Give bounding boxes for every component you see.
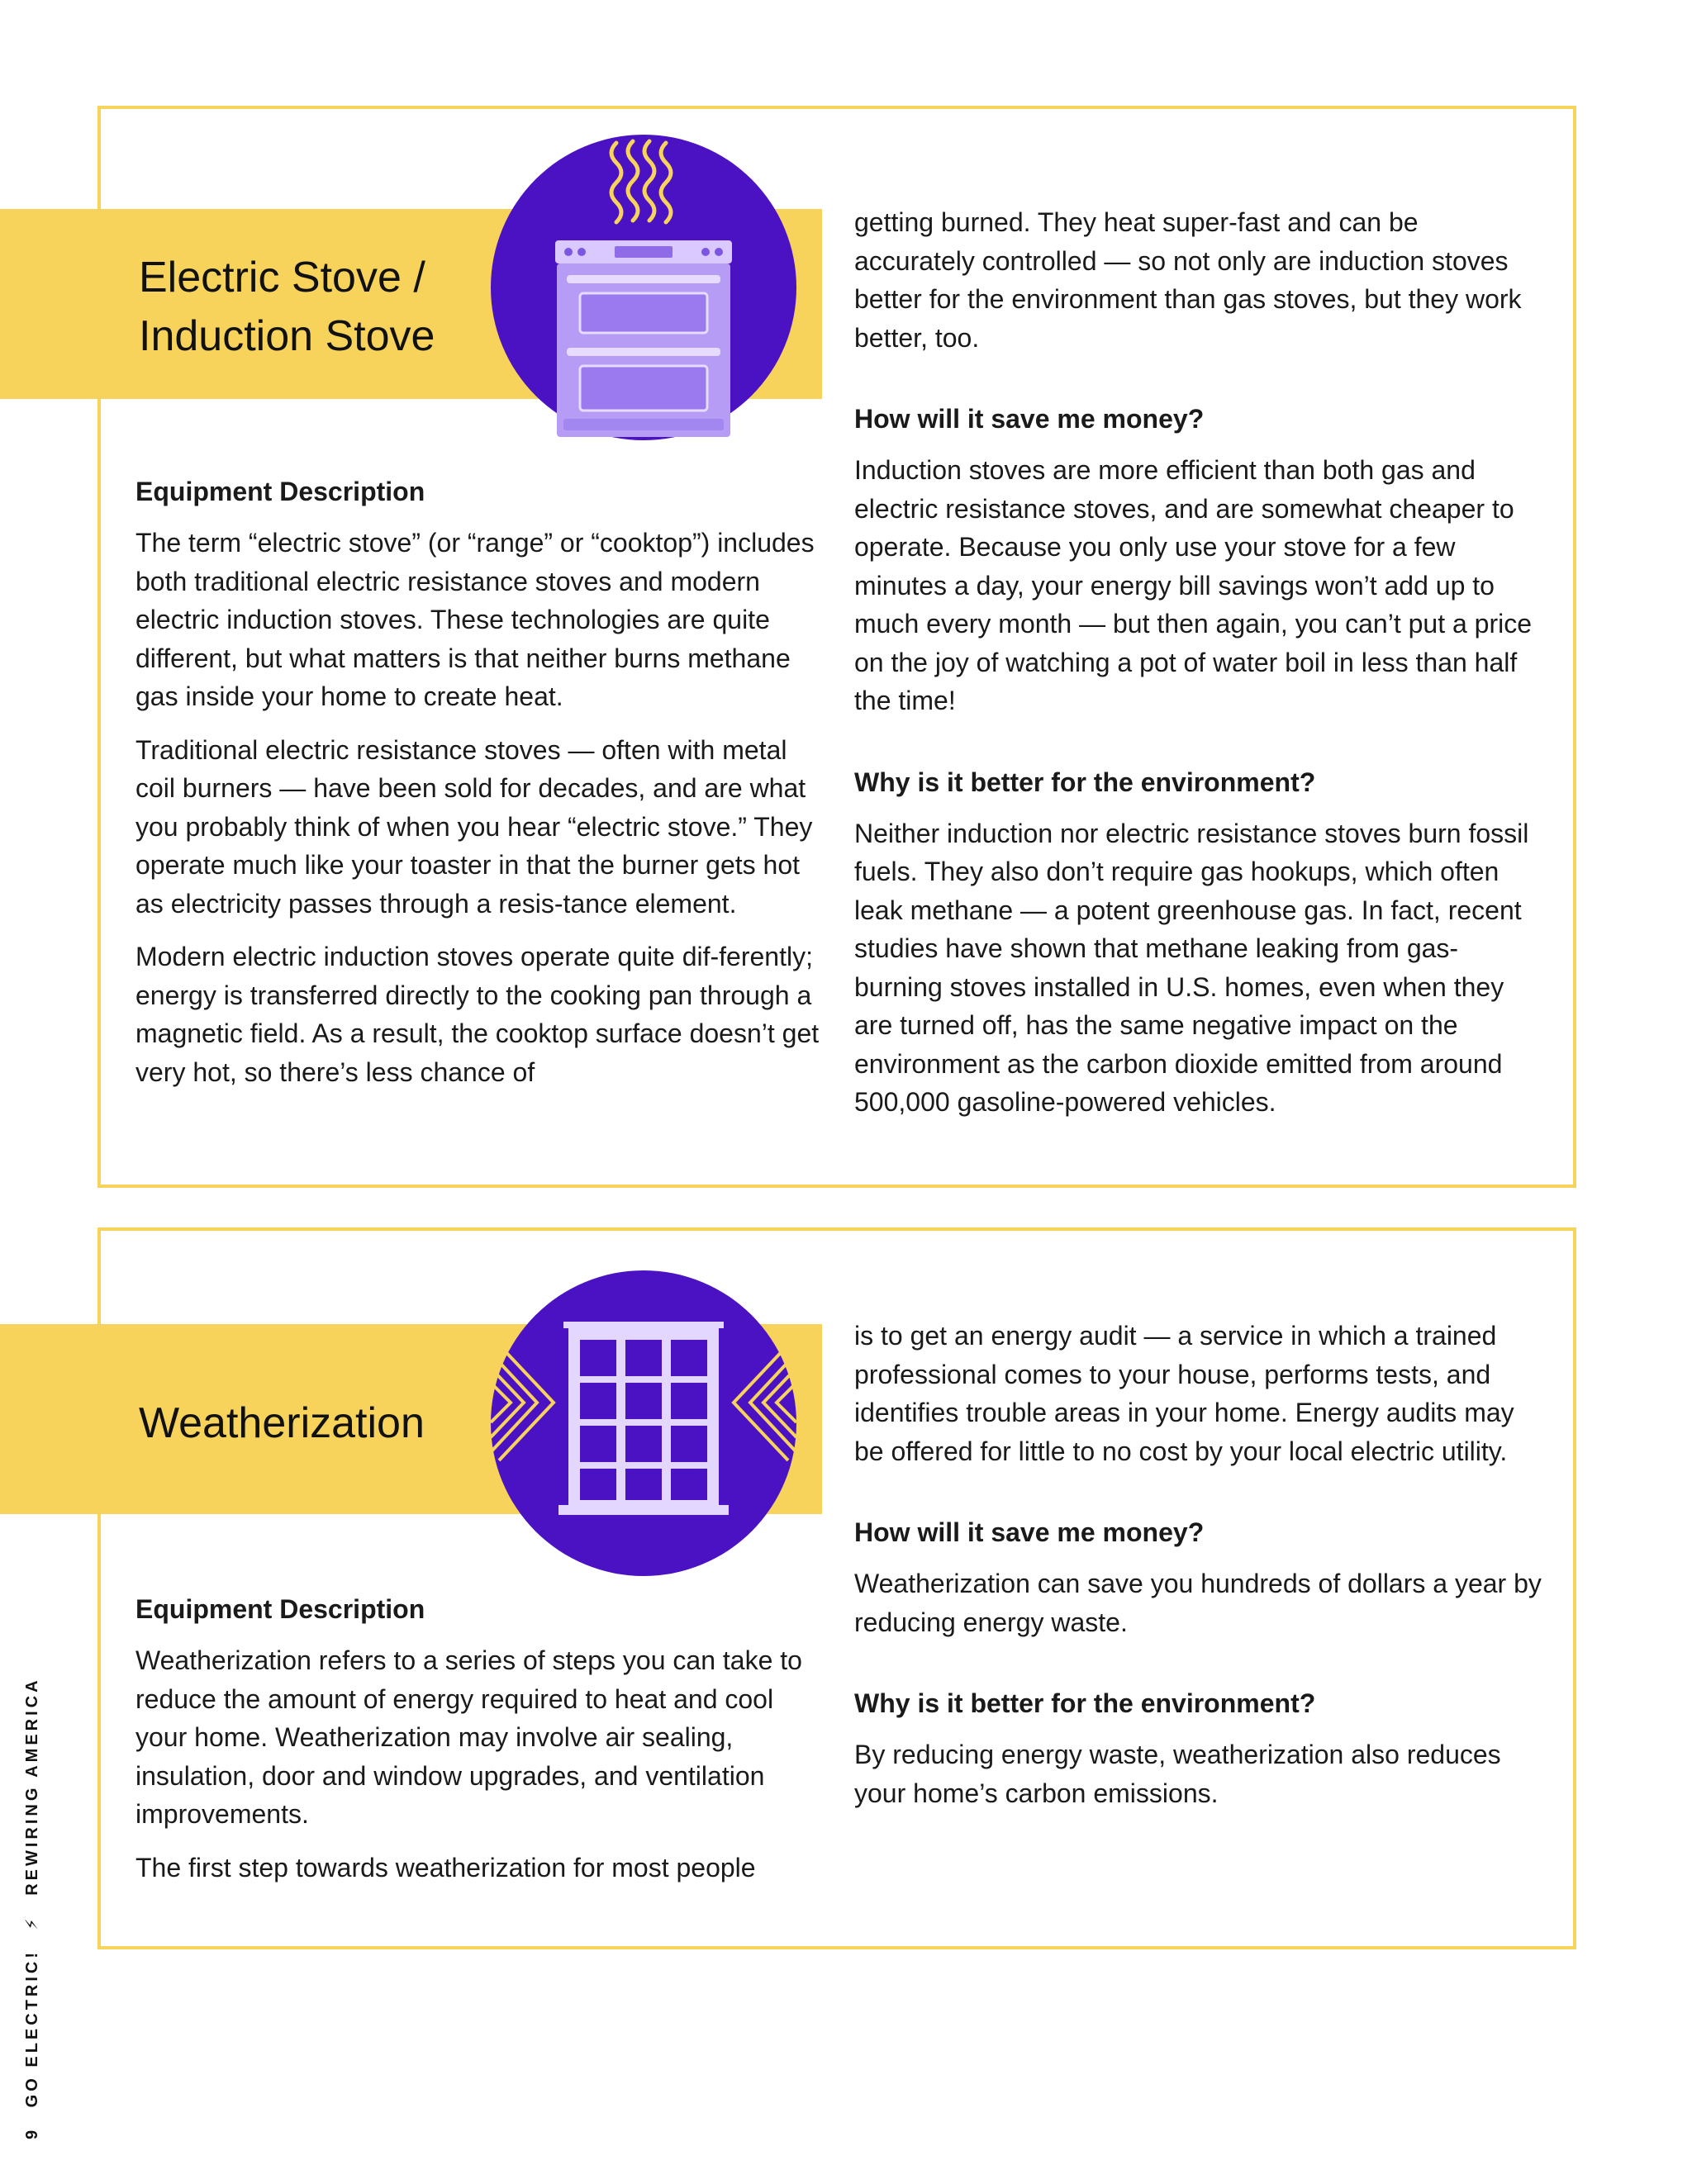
environment-text: Neither induction nor electric resistance stoves burn fossil fuels. They also don’t require gas hookups, which often leak methane — a potent greenhouse gas. In fact, recent studies have shown that methane leaking from gas-burning stoves installed in U.S. homes, even when they are turned off, has the same negative impact on the environment as the carbon dioxide emitted from around 500,000 gasoline-powered vehicles. <box>854 818 1529 1117</box>
right-column-electric-stove <box>854 203 1545 1137</box>
paragraph: Traditional electric resistance stoves — often with metal coil burners — have been sold for decades, and are what you probably think of when you hear “electric stove.” They operate much like your toaster in that the burner gets hot as electricity passes through a resis-tance element. <box>135 734 813 919</box>
paragraph: Weatherization refers to a series of steps you can take to reduce the amount of energy required to heat and cool your home. Weatherization may involve air sealing, insulation, door and window upgrades, and ventilation improvements. <box>135 1645 802 1829</box>
section-title-electric-stove <box>139 249 435 366</box>
left-column-weatherization <box>135 1590 821 1902</box>
title-line-1: Electric Stove / <box>139 254 425 301</box>
environment-heading: Why is it better for the environment? <box>854 1688 1316 1718</box>
right-column-weatherization <box>854 1317 1545 1827</box>
publisher-name: REWIRING AMERICA <box>23 1677 41 1896</box>
money-text: Weatherization can save you hundreds of dollars a year by reducing energy waste. <box>854 1569 1542 1637</box>
title-line-2: Induction Stove <box>139 312 435 360</box>
paragraph: The first step towards weatherization for most people <box>135 1852 756 1883</box>
equipment-heading: Equipment Description <box>135 477 425 506</box>
paragraph-continued: is to get an energy audit — a service in which a trained professional comes to your house, performs tests, and identifies trouble areas in your home. Energy audits may be offered for little to no cost by your local electric utility. <box>854 1321 1514 1466</box>
paragraph-continued: getting burned. They heat super-fast and can be accurately controlled — so not only are induction stoves better for the environment than gas stoves, but they work better, too. <box>854 207 1522 353</box>
stove-icon <box>491 135 796 440</box>
lightning-bolt-icon: ⚡ <box>23 1915 41 1930</box>
money-text: Induction stoves are more efficient than both gas and electric resistance stoves, and are somewhat cheaper to operate. Because you only use your stove for a few minutes a day, your energy bill savings won’t add up to much every month — but then again, you can’t put a price on the joy of watching a pot of water boil in less than half the time! <box>854 455 1533 715</box>
page-number: 9 <box>23 2126 41 2139</box>
money-heading: How will it save me money? <box>854 1517 1205 1547</box>
paragraph: Modern electric induction stoves operate quite dif-ferently; energy is transferred directly to the cooking pan through a magnetic field. As a result, the cooktop surface doesn’t get very hot, so there’s less chance of <box>135 942 820 1087</box>
window-icon <box>491 1270 796 1576</box>
environment-heading: Why is it better for the environment? <box>854 767 1316 797</box>
money-heading: How will it save me money? <box>854 404 1205 434</box>
page-footer <box>21 1665 42 2139</box>
paragraph: The term “electric stove” (or “range” or “cooktop”) includes both traditional electric resistance stoves and modern electric induction stoves. These technologies are quite different, but what matters is that neither burns methane gas inside your home to create heat. <box>135 528 815 711</box>
publication-name: GO ELECTRIC! <box>23 1949 41 2108</box>
left-column-electric-stove <box>135 472 821 1106</box>
environment-text: By reducing energy waste, weatherization also reduces your home’s carbon emissions. <box>854 1740 1501 1808</box>
section-title-weatherization: Weatherization <box>139 1399 425 1447</box>
equipment-heading: Equipment Description <box>135 1594 425 1624</box>
